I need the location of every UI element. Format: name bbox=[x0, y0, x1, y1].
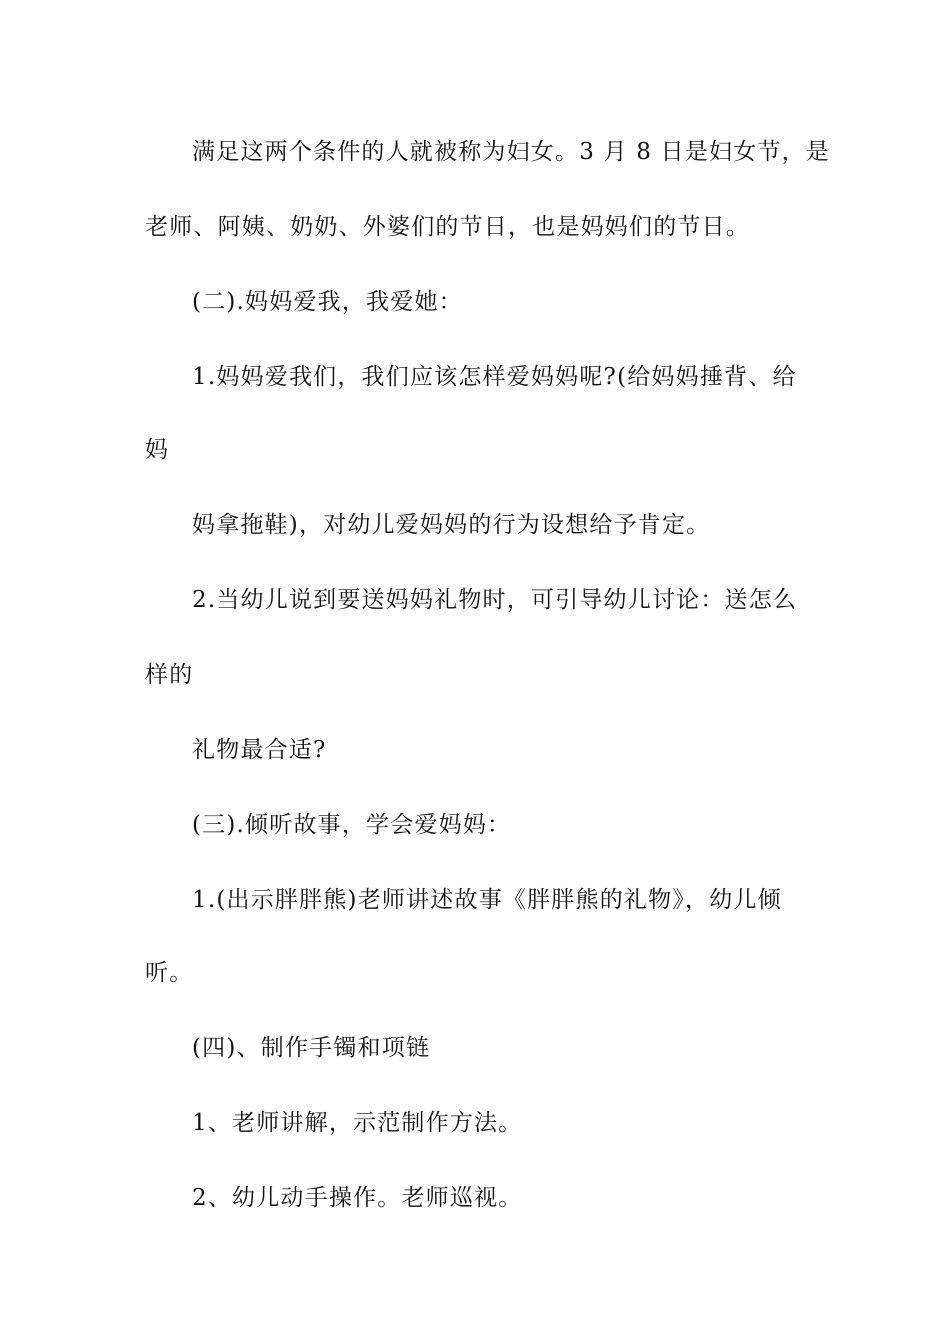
list-item-3-1-wrap: 听。 bbox=[145, 960, 194, 986]
paragraph-womens-day-definition: 满足这两个条件的人就被称为妇女。3 月 8 日是妇女节，是 bbox=[192, 139, 830, 165]
list-item-2-1-wrap: 妈 bbox=[145, 437, 170, 463]
list-item-2-2: 2.当幼儿说到要送妈妈礼物时，可引导幼儿讨论：送怎么 bbox=[192, 587, 798, 613]
section-heading-4: (四)、制作手镯和项链 bbox=[192, 1035, 431, 1061]
section-heading-2: (二).妈妈爱我，我爱她： bbox=[192, 289, 463, 315]
list-item-2-1: 1.妈妈爱我们，我们应该怎样爱妈妈呢?(给妈妈捶背、给 bbox=[192, 364, 797, 390]
list-item-4-2: 2、幼儿动手操作。老师巡视。 bbox=[192, 1185, 523, 1211]
list-item-4-1: 1、老师讲解，示范制作方法。 bbox=[192, 1110, 523, 1136]
paragraph-womens-day-continued: 老师、阿姨、奶奶、外婆们的节日，也是妈妈们的节日。 bbox=[145, 214, 750, 240]
section-heading-3: (三).倾听故事，学会爱妈妈： bbox=[192, 812, 512, 838]
list-item-3-1: 1.(出示胖胖熊)老师讲述故事《胖胖熊的礼物》，幼儿倾 bbox=[192, 887, 782, 913]
list-item-2-1-continued: 妈拿拖鞋)，对幼儿爱妈妈的行为设想给予肯定。 bbox=[192, 512, 711, 538]
list-item-2-2-continued: 礼物最合适? bbox=[192, 737, 327, 763]
list-item-2-2-wrap: 样的 bbox=[145, 662, 194, 688]
